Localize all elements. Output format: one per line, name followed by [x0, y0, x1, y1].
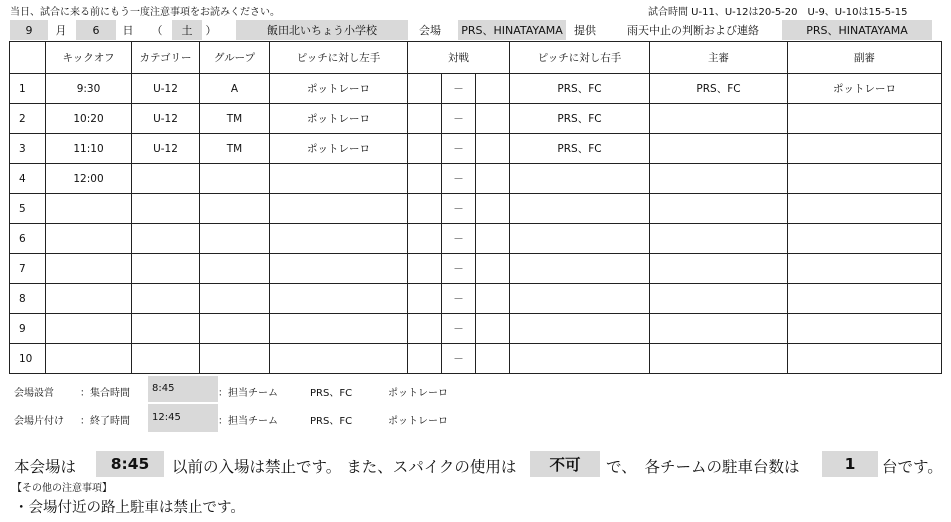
- setup-time: 8:45: [148, 376, 218, 402]
- cell-left: ポットレーロ: [270, 104, 408, 134]
- cell-referee: PRS、FC: [650, 74, 788, 104]
- cell-vs: －: [442, 344, 476, 374]
- vs-side-cell: [476, 104, 510, 134]
- cell-group: [200, 194, 270, 224]
- cell-assistant: [788, 344, 942, 374]
- vs-side-cell: [408, 134, 442, 164]
- cell-left: ポットレーロ: [270, 134, 408, 164]
- cell-category: U-12: [132, 104, 200, 134]
- cell-assistant: [788, 164, 942, 194]
- cell-no: 7: [10, 254, 46, 284]
- entry-mid2: で、 各チームの駐車台数は: [606, 458, 800, 476]
- rain-contact: PRS、HINATAYAMA: [806, 24, 908, 37]
- cell-group: [200, 284, 270, 314]
- vs-side-cell: [476, 224, 510, 254]
- cell-group: A: [200, 74, 270, 104]
- cell-category: [132, 164, 200, 194]
- vs-side-cell: [476, 194, 510, 224]
- cell-left: [270, 194, 408, 224]
- cell-kickoff: 10:20: [46, 104, 132, 134]
- header-assistant: 副審: [788, 42, 942, 74]
- cell-assistant: [788, 104, 942, 134]
- vs-side-cell: [476, 314, 510, 344]
- cell-left: [270, 254, 408, 284]
- cell-kickoff: [46, 284, 132, 314]
- header-right-team: ピッチに対し右手: [510, 42, 650, 74]
- table-header-row: [10, 42, 942, 74]
- vs-side-cell: [408, 194, 442, 224]
- cell-vs: －: [442, 164, 476, 194]
- month-cell: [10, 20, 48, 40]
- cell-referee: [650, 314, 788, 344]
- cell-no: 6: [10, 224, 46, 254]
- setup-time-label: ：集合時間: [80, 388, 130, 399]
- weekday-cell: [172, 20, 202, 40]
- vs-side-cell: [408, 164, 442, 194]
- other-note: ・会場付近の路上駐車は禁止です。: [14, 500, 245, 516]
- cell-assistant: ポットレーロ: [788, 74, 942, 104]
- cell-left: [270, 284, 408, 314]
- cell-vs: －: [442, 254, 476, 284]
- vs-side-cell: [408, 284, 442, 314]
- cell-assistant: [788, 224, 942, 254]
- cell-vs: －: [442, 314, 476, 344]
- cell-right: [510, 164, 650, 194]
- cell-category: [132, 254, 200, 284]
- cell-no: 9: [10, 314, 46, 344]
- cell-kickoff: [46, 314, 132, 344]
- header-group: グループ: [200, 42, 270, 74]
- table-row: [10, 104, 942, 134]
- cell-vs: －: [442, 104, 476, 134]
- cell-category: U-12: [132, 74, 200, 104]
- cell-category: [132, 344, 200, 374]
- header-referee: 主審: [650, 42, 788, 74]
- cell-group: TM: [200, 104, 270, 134]
- venue-name: 飯田北いちょう小学校: [267, 24, 377, 37]
- venue-host: PRS、HINATAYAMA: [461, 24, 563, 37]
- cars-value: 1: [822, 451, 878, 477]
- schedule-table: [9, 41, 942, 374]
- table-row: [10, 254, 942, 284]
- cell-left: [270, 344, 408, 374]
- cell-category: [132, 284, 200, 314]
- header-match: 対戦: [408, 42, 510, 74]
- cell-referee: [650, 344, 788, 374]
- cell-vs: －: [442, 224, 476, 254]
- setup-team-label: ：担当チーム: [218, 388, 278, 399]
- cleanup-team-label: ：担当チーム: [218, 416, 278, 427]
- vs-side-cell: [476, 164, 510, 194]
- entry-mid: 以前の入場は禁止です。 また、スパイクの使用は: [172, 458, 517, 476]
- rain-label: 雨天中止の判断および連絡: [627, 24, 759, 37]
- cell-right: PRS、FC: [510, 74, 650, 104]
- cell-assistant: [788, 314, 942, 344]
- venue-host-cell: [458, 20, 566, 40]
- cell-referee: [650, 254, 788, 284]
- cell-kickoff: [46, 344, 132, 374]
- header-left-team: ピッチに対し左手: [270, 42, 408, 74]
- cell-assistant: [788, 134, 942, 164]
- cell-kickoff: 12:00: [46, 164, 132, 194]
- setup-team1: PRS、FC: [310, 388, 353, 399]
- cell-left: [270, 164, 408, 194]
- match-time-text: 試合時間 U-11、U-12は20-5-20 U-9、U-10は15-5-15: [648, 7, 908, 18]
- cell-no: 5: [10, 194, 46, 224]
- cell-vs: －: [442, 194, 476, 224]
- vs-side-cell: [408, 104, 442, 134]
- cell-no: 10: [10, 344, 46, 374]
- vs-side-cell: [476, 254, 510, 284]
- table-row: [10, 344, 942, 374]
- header-no: [10, 42, 46, 74]
- cell-kickoff: [46, 194, 132, 224]
- cell-no: 8: [10, 284, 46, 314]
- header-kickoff: キックオフ: [46, 42, 132, 74]
- cell-group: [200, 254, 270, 284]
- cell-referee: [650, 224, 788, 254]
- cell-assistant: [788, 254, 942, 284]
- cell-left: [270, 314, 408, 344]
- cell-category: [132, 194, 200, 224]
- cell-category: U-12: [132, 134, 200, 164]
- cell-no: 4: [10, 164, 46, 194]
- cleanup-time: 12:45: [148, 404, 218, 432]
- other-notes-label: 【その他の注意事項】: [12, 483, 112, 494]
- table-row: [10, 314, 942, 344]
- weekday-value: 土: [181, 24, 193, 37]
- cell-no: 3: [10, 134, 46, 164]
- cell-referee: [650, 104, 788, 134]
- cell-left: [270, 224, 408, 254]
- cell-vs: －: [442, 284, 476, 314]
- entry-prefix: 本会場は: [14, 458, 77, 476]
- table-row: [10, 284, 942, 314]
- cell-right: [510, 194, 650, 224]
- cell-right: PRS、FC: [510, 104, 650, 134]
- table-row: [10, 224, 942, 254]
- spike-value: 不可: [530, 451, 600, 477]
- cell-right: [510, 344, 650, 374]
- cell-group: [200, 314, 270, 344]
- vs-side-cell: [408, 344, 442, 374]
- cell-category: [132, 224, 200, 254]
- cell-kickoff: 11:10: [46, 134, 132, 164]
- cleanup-team2: ポットレーロ: [388, 416, 448, 427]
- cell-referee: [650, 284, 788, 314]
- month-unit: 月: [55, 24, 67, 37]
- cleanup-team1: PRS、FC: [310, 416, 353, 427]
- vs-side-cell: [476, 344, 510, 374]
- provide-label: 提供: [574, 24, 596, 37]
- rain-contact-cell: [782, 20, 932, 40]
- cell-right: [510, 254, 650, 284]
- cell-right: PRS、FC: [510, 134, 650, 164]
- day-value: 6: [92, 23, 100, 37]
- cell-category: [132, 314, 200, 344]
- cell-group: [200, 344, 270, 374]
- cell-kickoff: 9:30: [46, 74, 132, 104]
- cell-vs: －: [442, 74, 476, 104]
- day-cell: [76, 20, 116, 40]
- cell-no: 1: [10, 74, 46, 104]
- cleanup-label: 会場片付け: [14, 416, 64, 427]
- table-row: [10, 74, 942, 104]
- table-row: [10, 164, 942, 194]
- notice-text: 当日、試合に来る前にもう一度注意事項をお読みください。: [10, 7, 280, 18]
- cell-right: [510, 224, 650, 254]
- venue-label: 会場: [419, 24, 441, 37]
- cell-kickoff: [46, 254, 132, 284]
- table-row: [10, 194, 942, 224]
- cell-referee: [650, 194, 788, 224]
- cell-kickoff: [46, 224, 132, 254]
- vs-side-cell: [408, 224, 442, 254]
- paren-open: （: [151, 24, 163, 37]
- entry-suffix: 台です。: [882, 458, 943, 476]
- cell-group: TM: [200, 134, 270, 164]
- cell-group: [200, 164, 270, 194]
- venue-cell: [236, 20, 408, 40]
- cell-right: [510, 314, 650, 344]
- table-row: [10, 134, 942, 164]
- vs-side-cell: [476, 134, 510, 164]
- entry-time: 8:45: [96, 451, 164, 477]
- cell-assistant: [788, 284, 942, 314]
- vs-side-cell: [408, 74, 442, 104]
- cell-referee: [650, 164, 788, 194]
- cell-no: 2: [10, 104, 46, 134]
- vs-side-cell: [408, 314, 442, 344]
- cell-referee: [650, 134, 788, 164]
- cell-group: [200, 224, 270, 254]
- vs-side-cell: [476, 284, 510, 314]
- cell-vs: －: [442, 134, 476, 164]
- setup-team2: ポットレーロ: [388, 388, 448, 399]
- setup-label: 会場設営: [14, 388, 54, 399]
- cell-assistant: [788, 194, 942, 224]
- day-unit: 日: [122, 24, 134, 37]
- month-value: 9: [25, 23, 33, 37]
- vs-side-cell: [408, 254, 442, 284]
- vs-side-cell: [476, 74, 510, 104]
- paren-close: ）: [205, 24, 217, 37]
- header-category: カテゴリー: [132, 42, 200, 74]
- cleanup-time-label: ：終了時間: [80, 416, 130, 427]
- cell-left: ポットレーロ: [270, 74, 408, 104]
- cell-right: [510, 284, 650, 314]
